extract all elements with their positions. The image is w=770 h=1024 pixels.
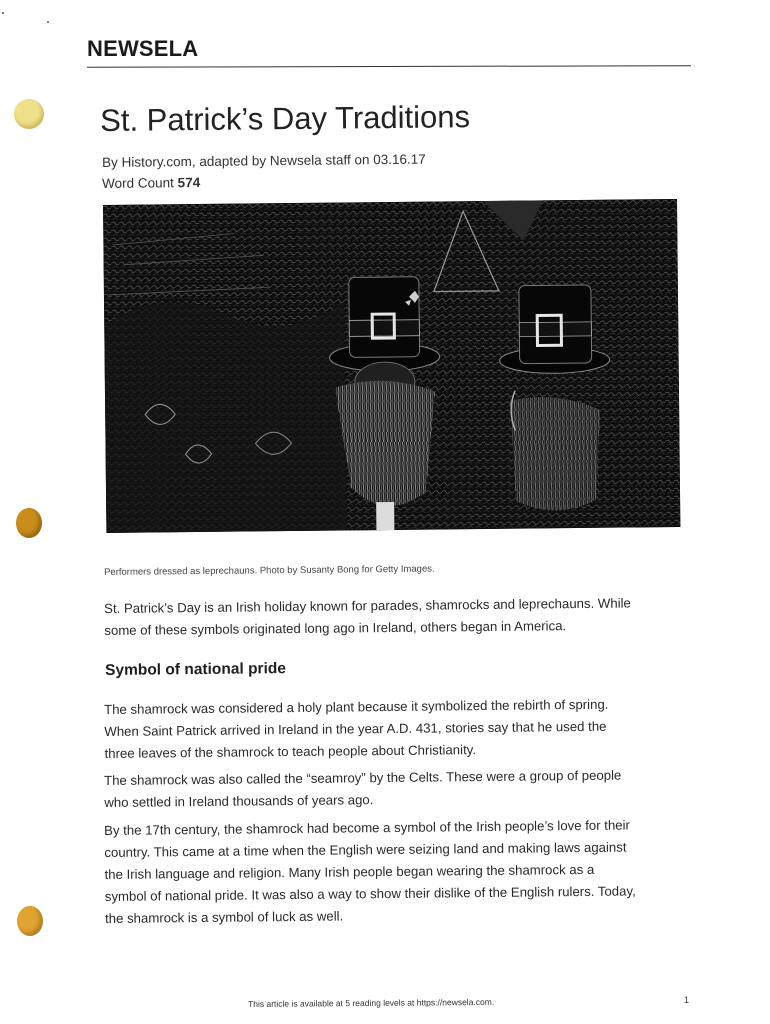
footer-note: This article is available at 5 reading levels at https://newsela.com.	[248, 996, 495, 1009]
header-divider	[87, 65, 691, 68]
photo-caption: Performers dressed as leprechauns. Photo by Susanty Bong for Getty Images.	[104, 563, 435, 578]
paragraph-line: who settled in Ireland thousands of years ago.	[104, 792, 374, 810]
paragraph-line: the Irish language and religion. Many Irish people began wearing the shamrock as a	[104, 861, 595, 882]
intro-paragraph	[104, 592, 674, 642]
word-count	[102, 175, 200, 191]
section-heading: Symbol of national pride	[105, 660, 287, 679]
scan-speck	[47, 21, 49, 23]
scan-speck	[2, 12, 4, 14]
binder-hole-bottom	[17, 906, 43, 936]
word-count-value: 574	[177, 174, 201, 191]
paragraph-holy-plant	[104, 693, 675, 765]
paragraph-17th-century	[104, 814, 675, 930]
binder-hole-top	[14, 99, 44, 129]
paragraph-line: When Saint Patrick arrived in Ireland in the year A.D. 431, stories say that he used the	[104, 718, 607, 739]
leprechaun-photo-illustration	[103, 199, 680, 533]
paragraph-line: St. Patrick’s Day is an Irish holiday known for parades, shamrocks and leprechauns. While	[104, 595, 631, 616]
paragraph-line: country. This came at a time when the English were seizing land and making laws against	[104, 839, 627, 860]
paragraph-line: some of these symbols originated long ago in Ireland, others began in America.	[104, 618, 567, 638]
paragraph-line: the shamrock is a symbol of luck as well.	[104, 908, 344, 926]
article-photo	[103, 199, 680, 533]
paragraph-line: The shamrock was also called the “seamroy” by the Celts. These were a group of people	[104, 767, 622, 788]
paragraph-seamroy	[104, 764, 674, 814]
paragraph-line: three leaves of the shamrock to teach people about Christianity.	[104, 742, 477, 761]
word-count-label: Word Count	[102, 175, 174, 191]
paragraph-line: The shamrock was considered a holy plant because it symbolized the rebirth of spring.	[104, 696, 609, 717]
binder-hole-middle	[16, 508, 42, 538]
article-title: St. Patrick’s Day Traditions	[100, 99, 471, 138]
paragraph-line: symbol of national pride. It was also a way to show their dislike of the English rulers. Today,	[104, 883, 636, 904]
newsela-logo[interactable]: NEWSELA	[87, 36, 199, 61]
paragraph-line: By the 17th century, the shamrock had become a symbol of the Irish people’s love for their	[104, 817, 630, 838]
page-number: 1	[684, 995, 690, 1005]
article-byline: By History.com, adapted by Newsela staff on 03.16.17	[102, 151, 426, 170]
